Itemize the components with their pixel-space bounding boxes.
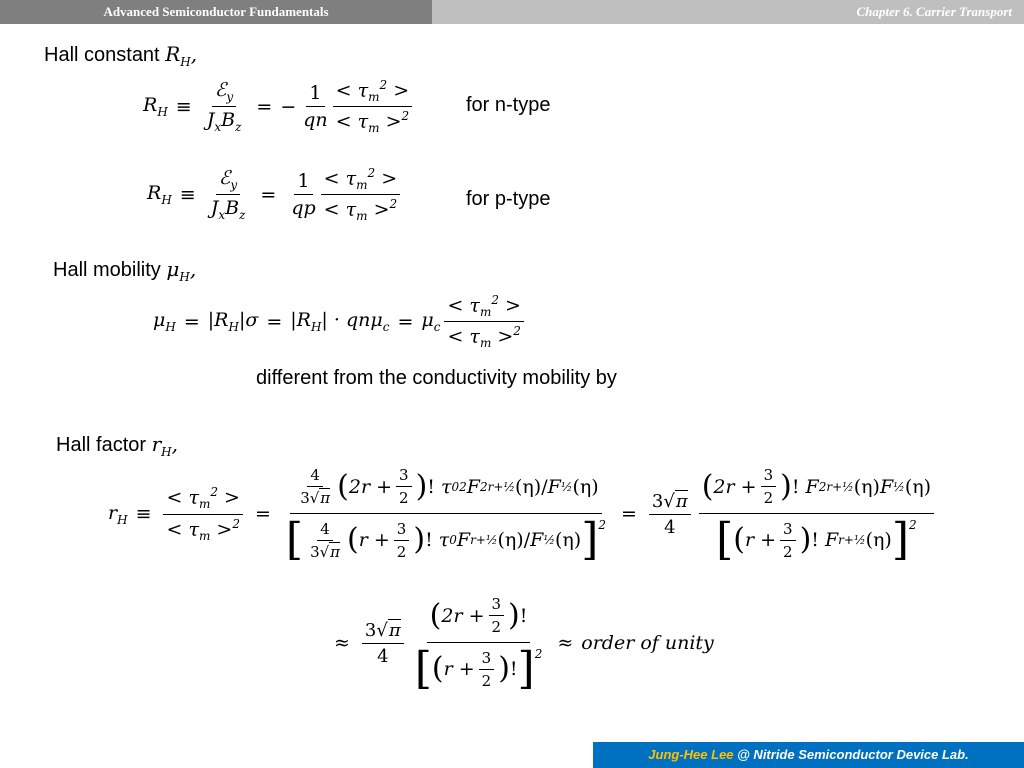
- hall-factor-heading: [56, 432, 178, 459]
- hall-mobility-symbol: $\mu_H$,: [166, 257, 197, 284]
- for-n-type-label: for n-type: [466, 94, 551, 116]
- hall-factor-equation-line1: $r_H$ ≡ $\frac{< \tau_m^2 >}{< \tau_m >^2}$ = $\frac{4}{3√\pi}$ ( 2r + $\frac{3}{2}$ ) ! τ 0 2 F 2r+½ (η)/ F ½ (η) [ $\frac{4}{3√\pi}$ ( r + $\frac{3}{2}$ ) ! τ 0 F r+½ (η)/ F ½ (η) ] $^2$ = $\frac{3√\pi}{4}$ ( 2r + $\frac{3}{2}$ ) ! F 2r+½ (η) F ½ (η) [ ( r + $\frac{3}{2}$ ) ! F r+½ (η) ] $^2$: [108, 466, 938, 562]
- order-of-unity-text: order of unity: [581, 632, 714, 654]
- for-p-type-label: for p-type: [466, 188, 551, 210]
- footer-banner: [593, 742, 1024, 768]
- hall-mobility-label: Hall mobility: [53, 259, 161, 281]
- header-chapter-title: Chapter 6. Carrier Transport: [432, 0, 1024, 24]
- hall-constant-label: Hall constant: [44, 44, 160, 66]
- hall-constant-symbol: $R_H$,: [165, 42, 198, 69]
- footer-lab: @ Nitride Semiconductor Device Lab.: [733, 747, 969, 762]
- header-course-title: Advanced Semiconductor Fundamentals: [0, 0, 432, 24]
- hall-constant-n-type-equation: $R_H$ ≡ $\frac{ℰ_y}{J_xB_z}$ = − $\frac{1}{qn}$ $\frac{< \tau_m^2 >}{< \tau_m >^2}$: [143, 78, 416, 135]
- hall-mobility-heading: [53, 257, 196, 284]
- footer-author: Jung-Hee Lee: [648, 747, 734, 762]
- hall-factor-symbol: $r_H$,: [151, 432, 178, 459]
- hall-mobility-equation: $\mu_H$ = $|R_H|\sigma$ = $|R_H| \cdot qn\mu_c$ = $\mu_c$ $\frac{< \tau_m^2 >}{< \tau_m >^2}$: [153, 293, 528, 350]
- hall-factor-equation-line2: ≈ $\frac{3√\pi}{4}$ ( 2r + $\frac{3}{2}$ ) ! [ ( r + $\frac{3}{2}$ ) ! ] $^2$ ≈ order of unity: [334, 595, 714, 694]
- different-mobility-text: different from the conductivity mobility by: [256, 367, 617, 389]
- hall-factor-label: Hall factor: [56, 434, 147, 456]
- hall-constant-heading: [44, 42, 197, 69]
- hall-constant-p-type-equation: $R_H$ ≡ $\frac{ℰ_y}{J_xB_z}$ = $\frac{1}{qp}$ $\frac{< \tau_m^2 >}{< \tau_m >^2}$: [147, 166, 404, 223]
